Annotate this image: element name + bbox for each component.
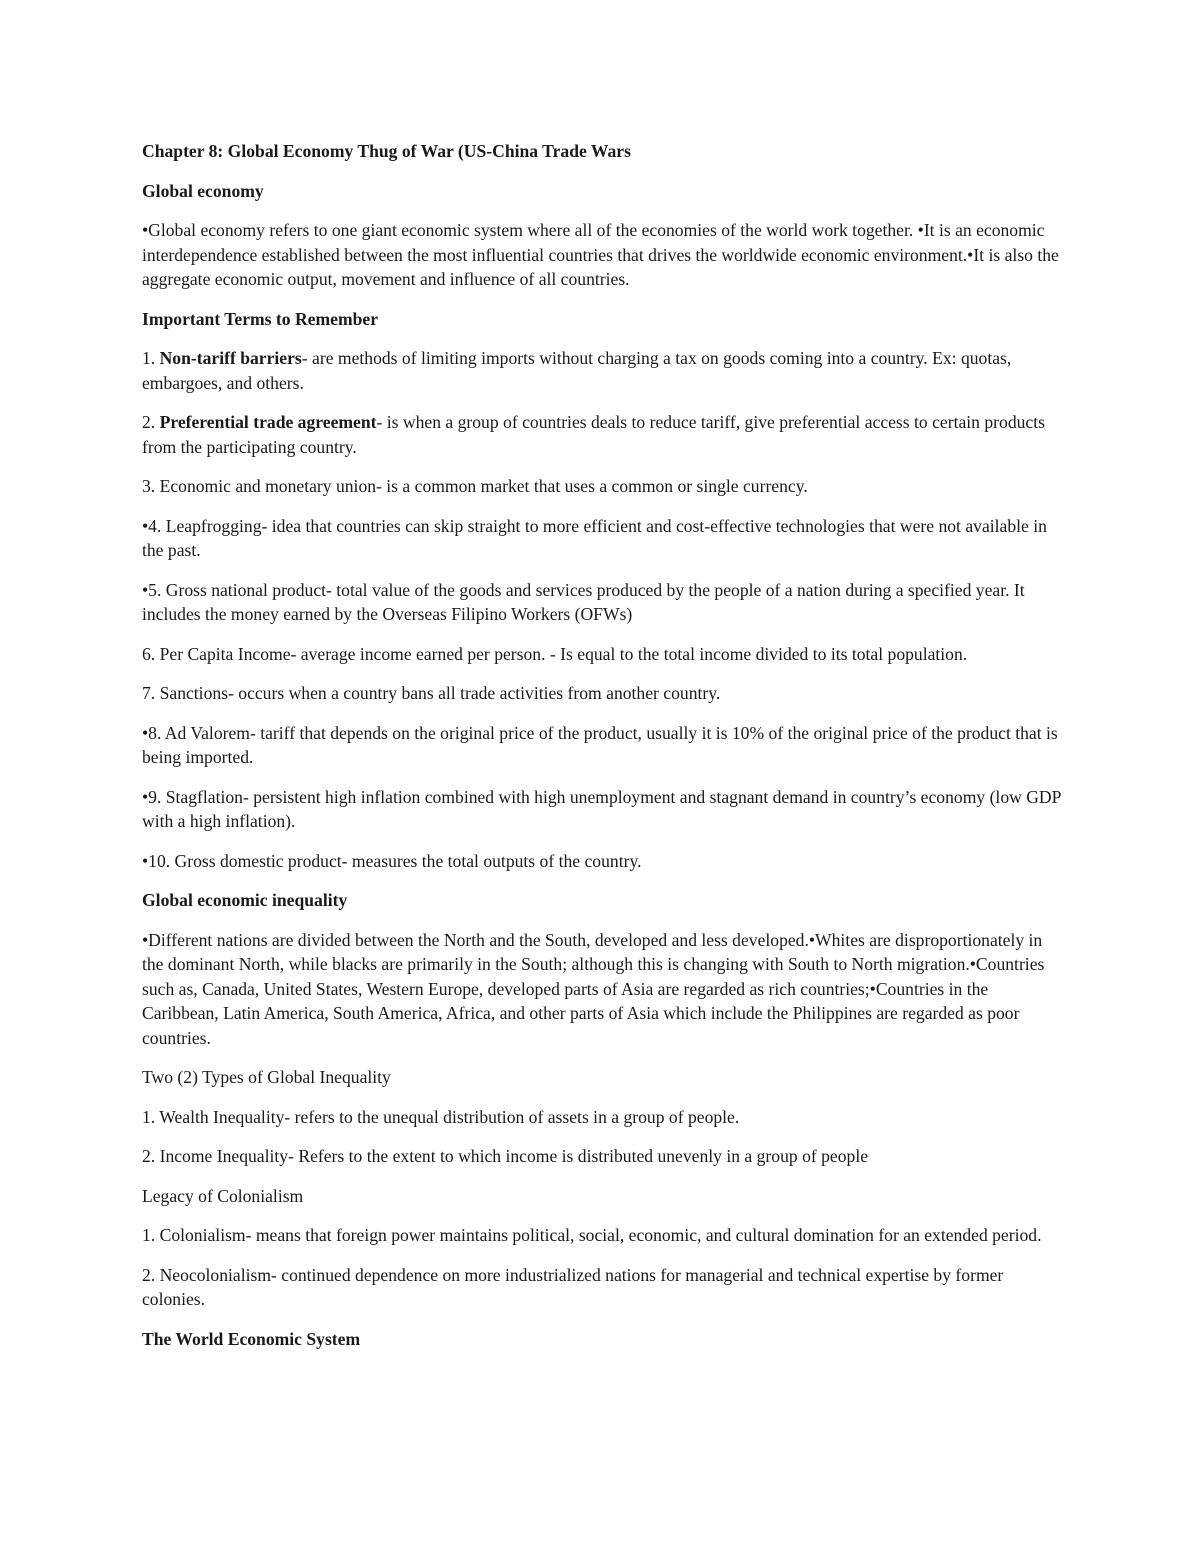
legacy-item-2: 2. Neocolonialism- continued dependence on more industrialized nations for managerial and technical expertise by former colonies. (142, 1264, 1004, 1309)
term-name: Preferential trade agreement (159, 412, 377, 432)
legacy-label: Legacy of Colonialism (142, 1185, 304, 1206)
inequality-type-1: 1. Wealth Inequality- refers to the unequal distribution of assets in a group of people. (142, 1106, 740, 1127)
global-economy-paragraph: •Global economy refers to one giant economic system where all of the economies of the world work together. •It is an economic interdependence established between the most influential countries that drives the worldwide economic environment.•It is also the aggregate economic output, movement and influence of all countries. (142, 220, 1059, 289)
section-heading-global-economy: Global economy (142, 180, 264, 201)
term-item-1: 1. Non-tariff barriers- are methods of limiting imports without charging a tax on goods coming into a country. Ex: quotas, embargoes, and others. (142, 348, 1012, 393)
term-item-7: 7. Sanctions- occurs when a country bans all trade activities from another country. (142, 683, 721, 703)
term-item-10: •10. Gross domestic product- measures the total outputs of the country. (142, 850, 642, 871)
term-item-5: •5. Gross national product- total value of the goods and services produced by the people of a nation during a specified year. It includes the money earned by the Overseas Filipino Workers (OFWs) (142, 579, 1025, 624)
term-item-3: 3. Economic and monetary union- is a common market that uses a common or single currency. (142, 476, 808, 496)
document-page (142, 139, 1062, 1366)
term-item-6: 6. Per Capita Income- average income earned per person. - Is equal to the total income divided to its total population. (142, 643, 968, 664)
section-heading-world-economic-system: The World Economic System (142, 1328, 361, 1349)
section-heading-inequality: Global economic inequality (142, 890, 348, 910)
chapter-title: Chapter 8: Global Economy Thug of War (US-China Trade Wars (142, 141, 631, 161)
term-item-4: •4. Leapfrogging- idea that countries can skip straight to more efficient and cost-effective technologies that were not available in the past. (142, 515, 1047, 560)
inequality-paragraph: •Different nations are divided between the North and the South, developed and less developed.•Whites are disproportionately in the dominant North, while blacks are primarily in the South; although this is changing with South to North migration.•Countries such as, Canada, United States, Western Europe, developed parts of Asia are regarded as rich countries;•Countries in the Caribbean, Latin America, South America, Africa, and other parts of Asia which include the Philippines are regarded as poor countries. (142, 929, 1045, 1048)
inequality-type-2: 2. Income Inequality- Refers to the extent to which income is distributed unevenly in a group of people (142, 1146, 869, 1166)
term-name: Non-tariff barriers (159, 348, 302, 368)
inequality-types-label: Two (2) Types of Global Inequality (142, 1067, 391, 1087)
term-item-8: •8. Ad Valorem- tariff that depends on the original price of the product, usually it is 10% of the original price of the product that is being imported. (142, 722, 1058, 767)
term-item-9: •9. Stagflation- persistent high inflation combined with high unemployment and stagnant demand in country’s economy (low GDP with a high inflation). (142, 786, 1061, 831)
section-heading-terms: Important Terms to Remember (142, 308, 379, 329)
legacy-item-1: 1. Colonialism- means that foreign power maintains political, social, economic, and cultural domination for an extended period. (142, 1225, 1042, 1245)
term-item-2: 2. Preferential trade agreement- is when a group of countries deals to reduce tariff, give preferential access to certain products from the participating country. (142, 412, 1045, 457)
